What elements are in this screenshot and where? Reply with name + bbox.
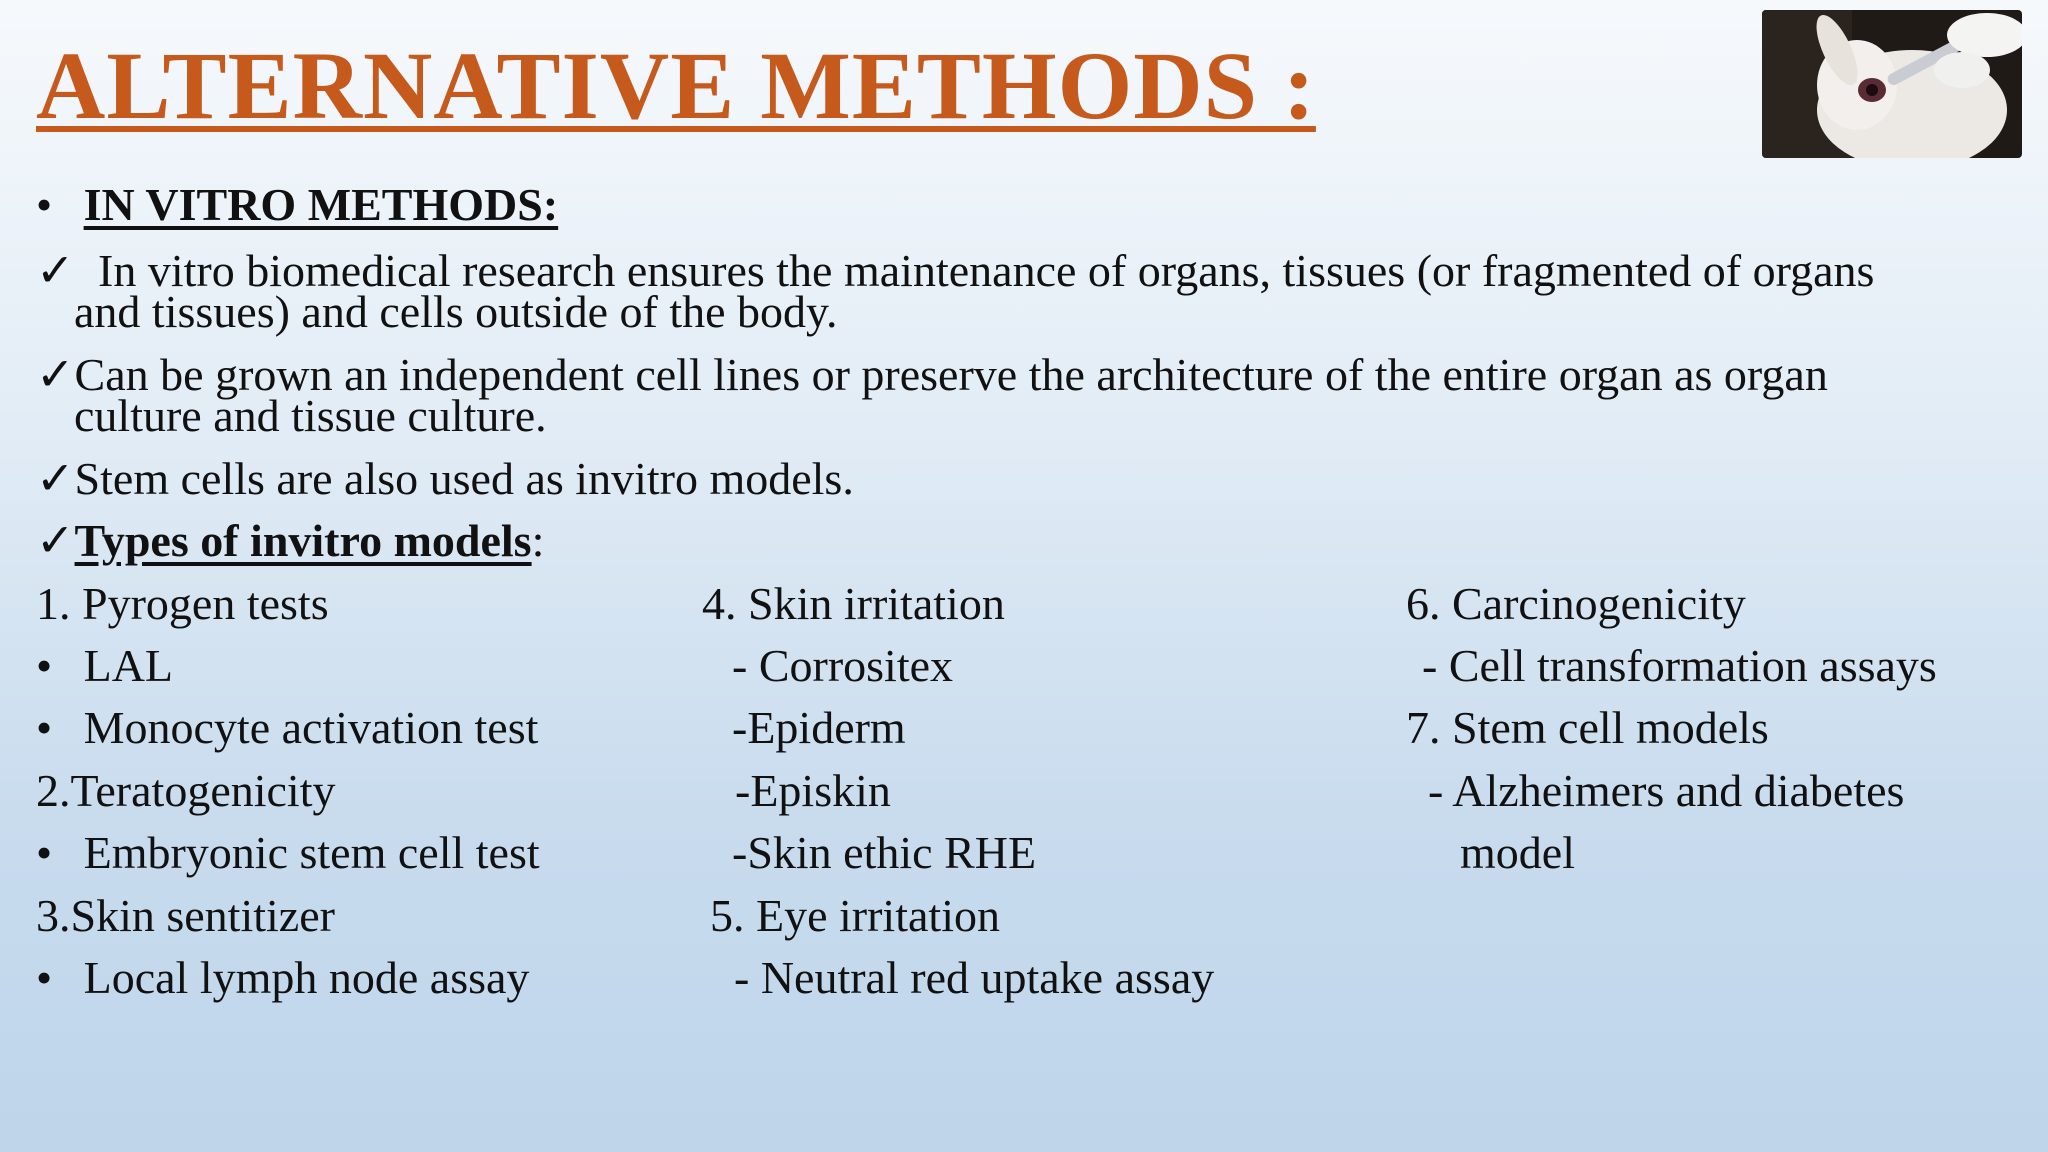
checkmark-icon: ✓	[36, 453, 75, 504]
checkmark-icon: ✓	[36, 245, 75, 296]
list-item: • Monocyte activation test	[36, 702, 539, 753]
list-item: 4. Skin irritation	[702, 578, 1005, 629]
bullet-icon: •	[36, 952, 53, 1003]
list-item: • Local lymph node assay	[36, 952, 530, 1003]
paragraph-1-line-1: ✓ In vitro biomedical research ensures the maintenance of organs, tissues (or fragmented of organs	[36, 245, 1875, 296]
paragraph-3: ✓Stem cells are also used as invitro models.	[36, 453, 854, 504]
list-item: 2.Teratogenicity	[36, 765, 336, 816]
checkmark-icon: ✓	[36, 515, 75, 566]
paragraph-2-line-2: culture and tissue culture.	[74, 390, 547, 441]
list-item: - Alzheimers and diabetes	[1428, 765, 1905, 816]
list-item: 7. Stem cell models	[1406, 702, 1769, 753]
bullet-icon: •	[36, 179, 53, 230]
list-item: - Neutral red uptake assay	[734, 952, 1215, 1003]
paragraph-2-line-1: ✓Can be grown an independent cell lines or preserve the architecture of the entire organ as organ	[36, 349, 1828, 400]
paragraph-1-line-2: and tissues) and cells outside of the body.	[74, 286, 838, 337]
list-item: - Cell transformation assays	[1422, 640, 1937, 691]
bullet-icon: •	[36, 827, 53, 878]
section-heading	[36, 179, 559, 230]
list-item: 1. Pyrogen tests	[36, 578, 329, 629]
list-item: • LAL	[36, 640, 174, 691]
list-item: • Embryonic stem cell test	[36, 827, 540, 878]
bullet-icon: •	[36, 702, 53, 753]
list-item: - Corrositex	[732, 640, 954, 691]
checkmark-icon: ✓	[36, 349, 75, 400]
list-item: model	[1460, 827, 1575, 878]
in-vitro-heading: IN VITRO METHODS:	[83, 179, 559, 230]
list-item: 6. Carcinogenicity	[1406, 578, 1746, 629]
slide-title: ALTERNATIVE METHODS :	[36, 32, 1316, 139]
list-item: 3.Skin sentitizer	[36, 890, 335, 941]
types-heading: ✓Types of invitro models:	[36, 515, 545, 566]
rabbit-eye-test-photo	[1762, 10, 2022, 158]
bullet-icon: •	[36, 640, 53, 691]
list-item: -Epiderm	[732, 702, 906, 753]
list-item: -Skin ethic RHE	[732, 827, 1037, 878]
list-item: -Episkin	[735, 765, 891, 816]
list-item: 5. Eye irritation	[710, 890, 1000, 941]
